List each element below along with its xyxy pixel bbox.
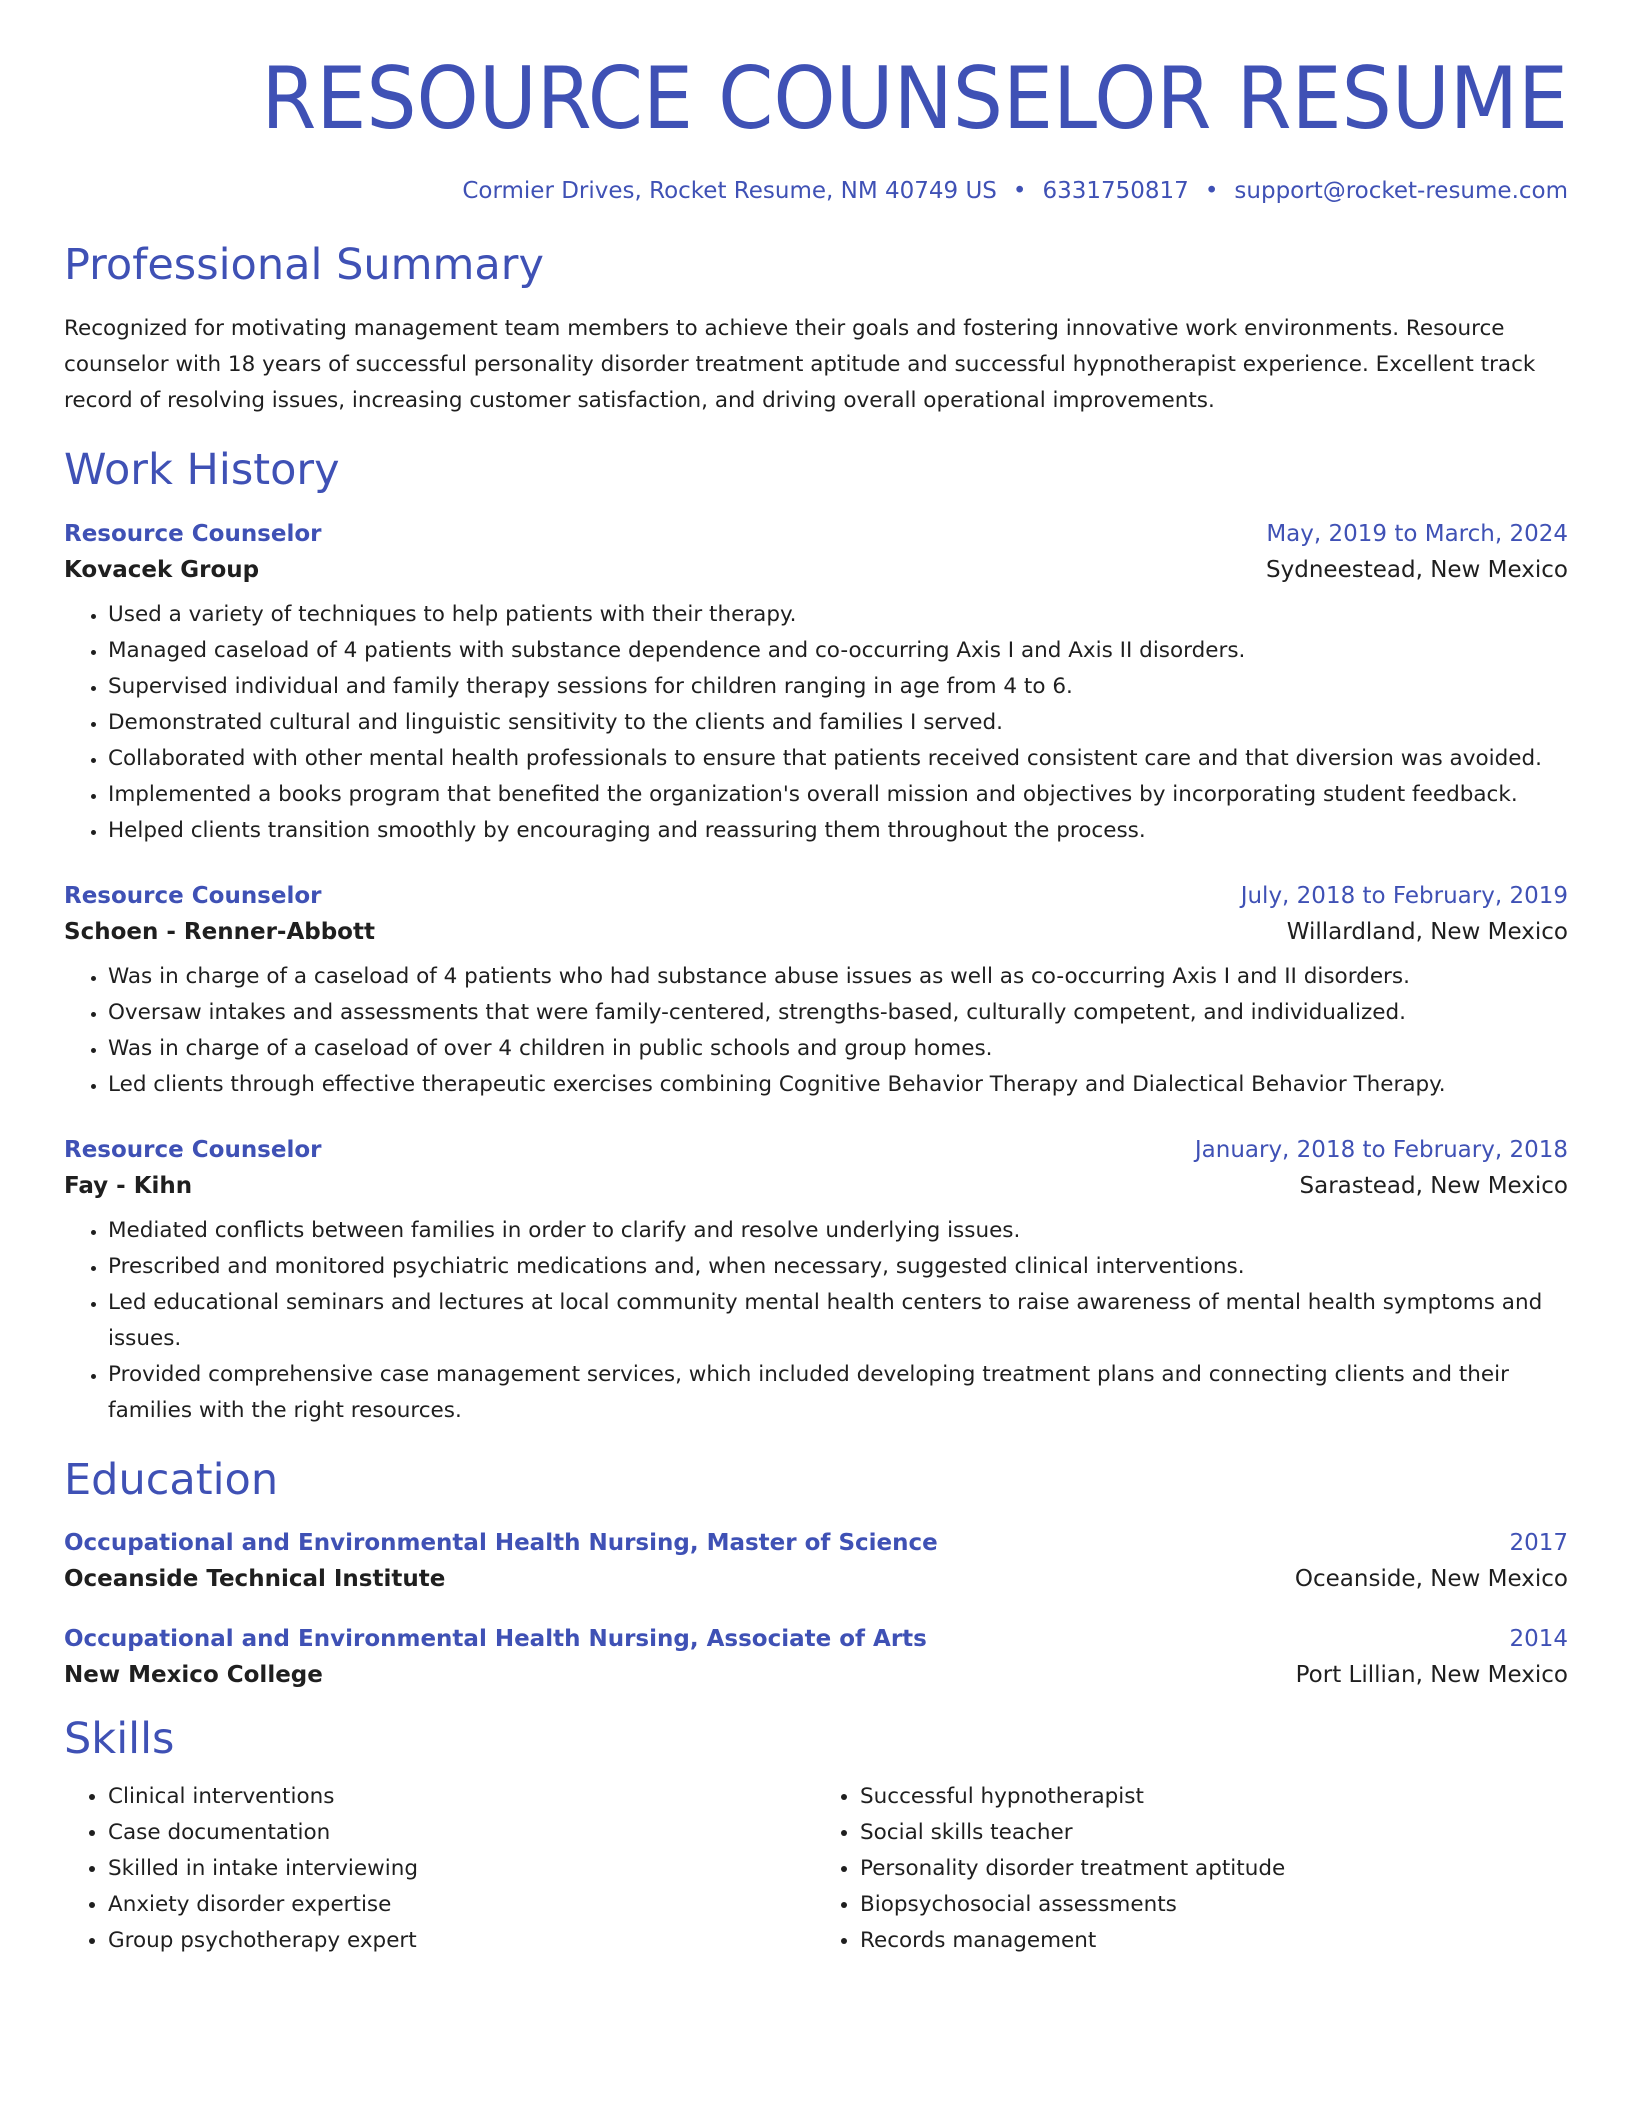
bullet-item: • Demonstrated cultural and linguistic sensitivity to the clients and families I served. (108, 705, 1568, 741)
contact-email: support@rocket-resume.com (1234, 178, 1568, 204)
bullet-item: • Helped clients transition smoothly by encouraging and reassuring them throughout the process. (108, 813, 1568, 849)
education-subheader (64, 1662, 1568, 1688)
bullet-item: • Was in charge of a caseload of over 4 children in public schools and group homes. (108, 1031, 1568, 1067)
skills-list-right (816, 1779, 1568, 1959)
section-heading-work-history: Work History (64, 445, 340, 496)
skill-item: • Clinical interventions (108, 1779, 816, 1815)
bullet-item: • Prescribed and monitored psychiatric medications and, when necessary, suggested clinical interventions. (108, 1249, 1568, 1285)
job-bullets (64, 959, 1568, 1103)
job-company: Fay - Kihn (64, 1172, 193, 1199)
bullet-item: • Provided comprehensive case management services, which included developing treatment plans and connecting clients and their families with the right resources. (108, 1357, 1568, 1429)
bullet-separator: • (1204, 178, 1219, 204)
skill-item: • Group psychotherapy expert (108, 1923, 816, 1959)
job-dates: January, 2018 to February, 2018 (1194, 1136, 1568, 1163)
school-name: New Mexico College (64, 1661, 323, 1688)
job-title: Resource Counselor (64, 520, 322, 547)
skill-item: • Personality disorder treatment aptitude (860, 1851, 1568, 1887)
bullet-item: • Used a variety of techniques to help patients with their therapy. (108, 597, 1568, 633)
bullet-item: • Led educational seminars and lectures at local community mental health centers to raise awareness of mental health symptoms and issues. (108, 1285, 1568, 1357)
job-title: Resource Counselor (64, 1136, 322, 1163)
bullet-item: • Mediated conflicts between families in order to clarify and resolve underlying issues. (108, 1213, 1568, 1249)
contact-address: Cormier Drives, Rocket Resume, NM 40749 US (462, 178, 997, 204)
skill-item: • Skilled in intake interviewing (108, 1851, 816, 1887)
section-heading-education: Education (64, 1454, 279, 1505)
skill-item: • Successful hypnotherapist (860, 1779, 1568, 1815)
bullet-item: • Collaborated with other mental health professionals to ensure that patients received consistent care and that diversion was avoided. (108, 741, 1568, 777)
bullet-item: • Managed caseload of 4 patients with substance dependence and co-occurring Axis I and Axis II disorders. (108, 633, 1568, 669)
education-entry (64, 1626, 1568, 1688)
job-entry (64, 521, 1568, 849)
bullet-item: • Oversaw intakes and assessments that were family-centered, strengths-based, culturally competent, and individualized. (108, 995, 1568, 1031)
skills-columns (64, 1779, 1568, 1959)
graduation-year: 2017 (1509, 1529, 1568, 1556)
school-location: Oceanside, New Mexico (1294, 1565, 1568, 1592)
job-entry (64, 883, 1568, 1103)
skill-item: • Records management (860, 1923, 1568, 1959)
education-header (64, 1530, 1568, 1556)
section-heading-summary: Professional Summary (64, 240, 544, 290)
contact-phone: 6331750817 (1042, 178, 1189, 204)
bullet-item: • Implemented a books program that benefited the organization's overall mission and objectives by incorporating student feedback. (108, 777, 1568, 813)
job-company: Schoen - Renner-Abbott (64, 918, 375, 945)
skill-item: • Case documentation (108, 1815, 816, 1851)
skills-section (64, 1713, 1568, 1959)
education-subheader (64, 1566, 1568, 1592)
job-title: Resource Counselor (64, 882, 322, 909)
bullet-item: • Led clients through effective therapeutic exercises combining Cognitive Behavior Therapy and Dialectical Behavior Therapy. (108, 1067, 1568, 1103)
job-company: Kovacek Group (64, 556, 260, 583)
job-dates: July, 2018 to February, 2019 (1240, 882, 1568, 909)
job-dates: May, 2019 to March, 2024 (1266, 520, 1568, 547)
job-subheader (64, 919, 1568, 945)
work-history-section (64, 447, 1568, 1428)
job-header (64, 1137, 1568, 1163)
resume-title: RESOURCE COUNSELOR RESUME (261, 49, 1568, 149)
job-subheader (64, 557, 1568, 583)
summary-text: Recognized for motivating management team members to achieve their goals and fostering innovative work environments. Resource counselor with 18 years of successful personality disorder treatment aptitude and successful hypnotherapist experience. Excellent track record of resolving issues, increasing customer satisfaction, and driving overall operational improvements. (64, 316, 1536, 414)
job-location: Willardland, New Mexico (1286, 918, 1568, 945)
bullet-item: • Was in charge of a caseload of 4 patients who had substance abuse issues as well as co-occurring Axis I and II disorders. (108, 959, 1568, 995)
job-entry (64, 1137, 1568, 1429)
bullet-item: • Supervised individual and family therapy sessions for children ranging in age from 4 to 6. (108, 669, 1568, 705)
degree-title: Occupational and Environmental Health Nursing, Master of Science (64, 1529, 938, 1556)
job-bullets (64, 597, 1568, 849)
graduation-year: 2014 (1509, 1625, 1568, 1652)
job-bullets (64, 1213, 1568, 1429)
job-header (64, 521, 1568, 547)
bullet-separator: • (1012, 178, 1027, 204)
education-section (64, 1454, 1568, 1688)
skill-item: • Biopsychosocial assessments (860, 1887, 1568, 1923)
job-header (64, 883, 1568, 909)
contact-line (64, 178, 1568, 204)
job-location: Sarastead, New Mexico (1299, 1172, 1568, 1199)
section-heading-skills: Skills (64, 1713, 175, 1764)
skill-item: • Anxiety disorder expertise (108, 1887, 816, 1923)
skill-item: • Social skills teacher (860, 1815, 1568, 1851)
job-subheader (64, 1173, 1568, 1199)
education-header (64, 1626, 1568, 1652)
skills-list-left (64, 1779, 816, 1959)
school-name: Oceanside Technical Institute (64, 1565, 446, 1592)
degree-title: Occupational and Environmental Health Nursing, Associate of Arts (64, 1625, 927, 1652)
education-entry (64, 1530, 1568, 1592)
job-location: Sydneestead, New Mexico (1266, 556, 1568, 583)
summary-section (64, 242, 1568, 419)
school-location: Port Lillian, New Mexico (1295, 1661, 1568, 1688)
